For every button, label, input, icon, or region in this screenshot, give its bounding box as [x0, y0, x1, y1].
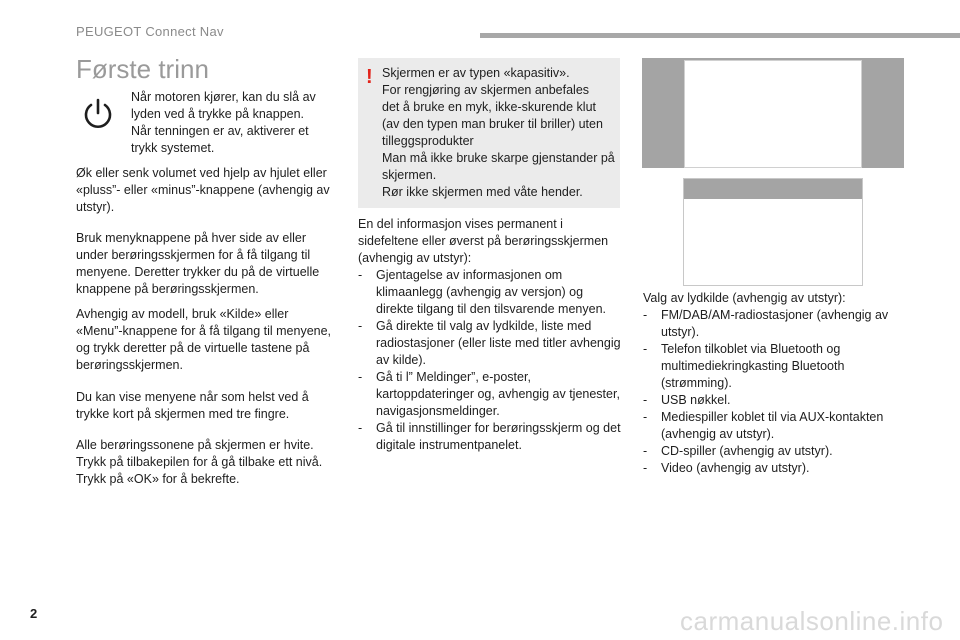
paragraph-source-menu [76, 306, 332, 374]
paragraph-volume [76, 165, 332, 216]
intro-line: Når motoren kjører, kan du slå av [131, 90, 316, 104]
text-line: - Telefon tilkoblet via Bluetooth og [661, 342, 841, 356]
paragraph-touch-zones [76, 437, 332, 488]
text-line: - USB nøkkel. [661, 393, 731, 407]
paragraph-menu-buttons [76, 230, 332, 298]
text-line: Avhengig av modell, bruk «Kilde» eller [76, 307, 289, 321]
text-line: - FM/DAB/AM-radiostasjoner (avhengig av [661, 308, 889, 322]
list-item [358, 369, 622, 420]
intro-text [131, 89, 331, 157]
text-line: - Gjentagelse av informasjonen om [376, 268, 563, 282]
text-line: Rør ikke skjermen med våte hender. [382, 185, 583, 199]
audio-source-section [643, 290, 905, 477]
text-line: skjermen. [382, 168, 437, 182]
page-number: 2 [30, 606, 38, 621]
text-line: utstyr). [76, 200, 115, 214]
power-icon [80, 96, 116, 132]
text-line: av kilde). [376, 353, 427, 367]
text-line: For rengjøring av skjermen anbefales [382, 83, 590, 97]
screen-display-area [684, 60, 862, 168]
warning-box [358, 58, 620, 208]
warning-icon: ! [366, 66, 373, 88]
text-line: (av den typen man bruker til briller) uten [382, 117, 603, 131]
list-item [358, 420, 622, 454]
text-line: Alle berøringssonene på skjermen er hvite. [76, 438, 314, 452]
text-line: Øk eller senk volumet ved hjelp av hjulet eller [76, 166, 327, 180]
text-line: Man må ikke bruke skarpe gjenstander på [382, 151, 615, 165]
text-line: En del informasjon vises permanent i [358, 217, 563, 231]
screen-illustration-compact [683, 178, 863, 286]
text-line: navigasjonsmeldinger. [376, 404, 500, 418]
text-line: radiostasjoner (eller liste med titler avhengig [376, 336, 621, 350]
list-item [643, 392, 905, 409]
text-line: Skjermen er av typen «kapasitiv». [382, 66, 570, 80]
text-line: trykke kort på skjermen med tre fingre. [76, 407, 290, 421]
screen-illustration-wide [642, 58, 904, 168]
text-line: utstyr). [661, 325, 700, 339]
list-item [643, 443, 905, 460]
text-line: Bruk menyknappene på hver side av eller [76, 231, 306, 245]
text-line: «Menu”-knappene for å få tilgang til menyene, [76, 324, 332, 338]
text-line: Du kan vise menyene når som helst ved å [76, 390, 309, 404]
screen-top-bar [684, 179, 862, 199]
header-bar [480, 33, 960, 38]
text-line: Trykk på tilbakepilen for å gå tilbake ett nivå. [76, 455, 323, 469]
paragraph-three-fingers [76, 389, 332, 423]
warning-text [382, 65, 618, 201]
list-item [643, 409, 905, 443]
list-item [643, 341, 905, 392]
intro-line: trykk systemet. [131, 141, 215, 155]
list-item [643, 307, 905, 341]
watermark: carmanualsonline.info [680, 606, 944, 636]
text-line: - Mediespiller koblet til via AUX-kontakten [661, 410, 884, 424]
list-item [358, 267, 622, 318]
audio-source-list [643, 307, 905, 477]
intro-line: lyden ved å trykke på knappen. [131, 107, 305, 121]
text-line: og trykk deretter på de virtuelle tastene på [76, 341, 310, 355]
text-line: knappene på berøringsskjermen. [76, 282, 259, 296]
text-line: kartoppdateringer og, avhengig av tjenester, [376, 387, 620, 401]
intro-line: Når tenningen er av, aktiverer et [131, 124, 309, 138]
header-title: PEUGEOT Connect Nav [76, 24, 224, 39]
text-line: (avhengig av utstyr): [358, 251, 472, 265]
text-line: - Gå til innstillinger for berøringsskjerm og det [376, 421, 621, 435]
text-line: Trykk på «OK» for å bekrefte. [76, 472, 240, 486]
text-line: klimaanlegg (avhengig av versjon) og [376, 285, 584, 299]
text-line: sidefeltene eller øverst på berøringsskjermen [358, 234, 609, 248]
text-line: (avhengig av utstyr). [661, 427, 775, 441]
text-line: - CD-spiller (avhengig av utstyr). [661, 444, 833, 458]
text-line: «pluss”- eller «minus”-knappene (avhengig av [76, 183, 330, 197]
text-line: under berøringsskjermen for å få tilgang til [76, 248, 311, 262]
permanent-info-list [358, 267, 622, 454]
text-line: menyene. Deretter trykker du på de virtuelle [76, 265, 320, 279]
text-line: - Gå direkte til valg av lydkilde, liste med [376, 319, 592, 333]
list-item [643, 460, 905, 477]
text-line: - Video (avhengig av utstyr). [661, 461, 810, 475]
page-title: Første trinn [76, 54, 209, 84]
permanent-info-section [358, 216, 622, 454]
text-line: Valg av lydkilde (avhengig av utstyr): [643, 291, 846, 305]
text-line: direkte tilgang til den tilsvarende menyen. [376, 302, 606, 316]
text-line: multimediekringkasting Bluetooth [661, 359, 845, 373]
text-line: - Gå ti l” Meldinger”, e-poster, [376, 370, 531, 384]
text-line: tilleggsprodukter [382, 134, 474, 148]
list-item [358, 318, 622, 369]
text-line: berøringsskjermen. [76, 358, 183, 372]
text-line: (strømming). [661, 376, 732, 390]
text-line: digitale instrumentpanelet. [376, 438, 522, 452]
text-line: det å bruke en myk, ikke-skurende klut [382, 100, 596, 114]
